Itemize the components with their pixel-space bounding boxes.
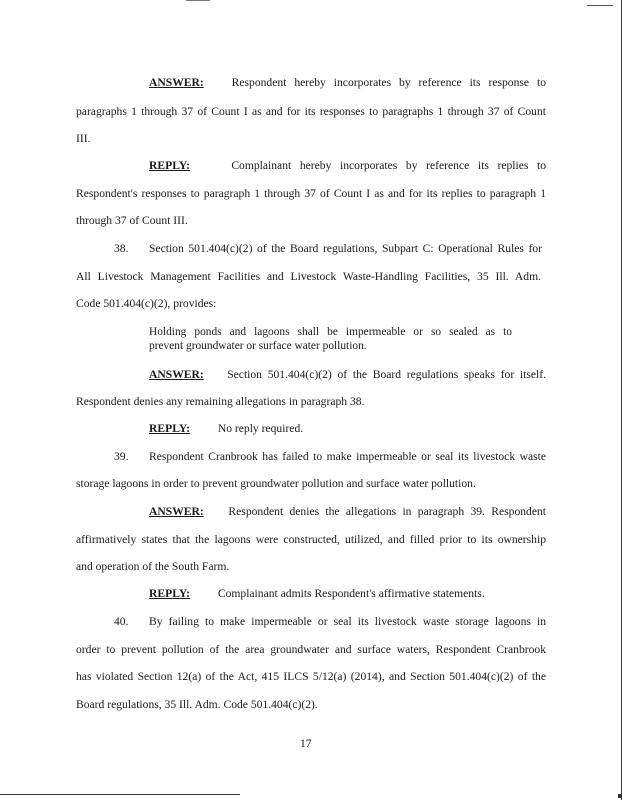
answer-label: ANSWER:: [149, 505, 204, 518]
answer-label: ANSWER:: [149, 368, 204, 381]
answer-1-text-1: Respondent hereby incorporates by reference its response to: [231, 76, 546, 89]
answer-39-line-2: affirmatively states that the lagoons were constructed, utilized, and filled prior to its ownership: [76, 533, 546, 546]
answer-1-line-3: III.: [76, 132, 91, 145]
scan-mark-top-right: [587, 5, 613, 6]
answer-1-line-2: paragraphs 1 through 37 of Count I as and for its responses to paragraphs 1 through 37 of Count: [76, 105, 546, 118]
answer-38-line-1: [149, 368, 546, 382]
para-38-quote-line-1: Holding ponds and lagoons shall be impermeable or so sealed as to: [149, 326, 512, 338]
answer-1-line-1: [149, 76, 546, 90]
reply-label: REPLY:: [149, 422, 191, 435]
footnote-rule: [0, 794, 240, 795]
page-number: 17: [300, 737, 312, 750]
reply-1-line-1: [149, 159, 546, 173]
reply-label: REPLY:: [149, 159, 191, 172]
reply-1-line-2: Respondent's responses to paragraph 1 through 37 of Count I as and for its replies to paragraph 1: [76, 187, 546, 200]
scan-mark-bottom-right: [618, 794, 622, 798]
para-40-line-2: order to prevent pollution of the area groundwater and surface waters, Respondent Cranbrook: [76, 643, 546, 656]
para-40-number: 40.: [114, 615, 129, 628]
answer-39-line-3: and operation of the South Farm.: [76, 560, 230, 573]
reply-38-text: No reply required.: [217, 422, 304, 435]
reply-39-text: Complainant admits Respondent's affirmative statements.: [217, 587, 485, 600]
answer-38-text-1: Section 501.404(c)(2) of the Board regulations speaks for itself.: [227, 368, 546, 381]
reply-label: REPLY:: [149, 587, 191, 600]
answer-38-line-2: Respondent denies any remaining allegations in paragraph 38.: [76, 395, 365, 408]
scan-mark-top: [186, 0, 210, 1]
para-38-line-1: Section 501.404(c)(2) of the Board regulations, Subpart C: Operational Rules for: [149, 242, 542, 255]
para-40-line-4: Board regulations, 35 Ill. Adm. Code 501.404(c)(2).: [76, 698, 318, 711]
para-39-number: 39.: [114, 450, 129, 463]
para-38-line-2: All Livestock Management Facilities and Livestock Waste-Handling Facilities, 35 Ill. Adm.: [76, 270, 541, 283]
para-40-line-3: has violated Section 12(a) of the Act, 415 ILCS 5/12(a) (2014), and Section 501.404(c)(2) of the: [76, 670, 546, 683]
answer-39-line-1: [149, 505, 546, 519]
para-39-line-2: storage lagoons in order to prevent groundwater pollution and surface water pollution.: [76, 477, 476, 490]
reply-1-text-1: Complainant hereby incorporates by reference its replies to: [231, 159, 547, 172]
page-edge-right: [621, 0, 622, 800]
answer-label: ANSWER:: [149, 76, 204, 89]
para-38-line-3: Code 501.404(c)(2), provides:: [76, 297, 217, 310]
reply-1-line-3: through 37 of Count III.: [76, 214, 188, 227]
para-38-number: 38.: [114, 242, 129, 255]
para-39-line-1: Respondent Cranbrook has failed to make impermeable or seal its livestock waste: [149, 450, 546, 463]
reply-39-line: [149, 587, 485, 601]
answer-39-text-1: Respondent denies the allegations in paragraph 39. Respondent: [228, 505, 546, 518]
reply-38-line: [149, 422, 303, 436]
para-38-quote-line-2: prevent groundwater or surface water pollution.: [149, 340, 367, 352]
para-40-line-1: By failing to make impermeable or seal its livestock waste storage lagoons in: [149, 615, 546, 628]
